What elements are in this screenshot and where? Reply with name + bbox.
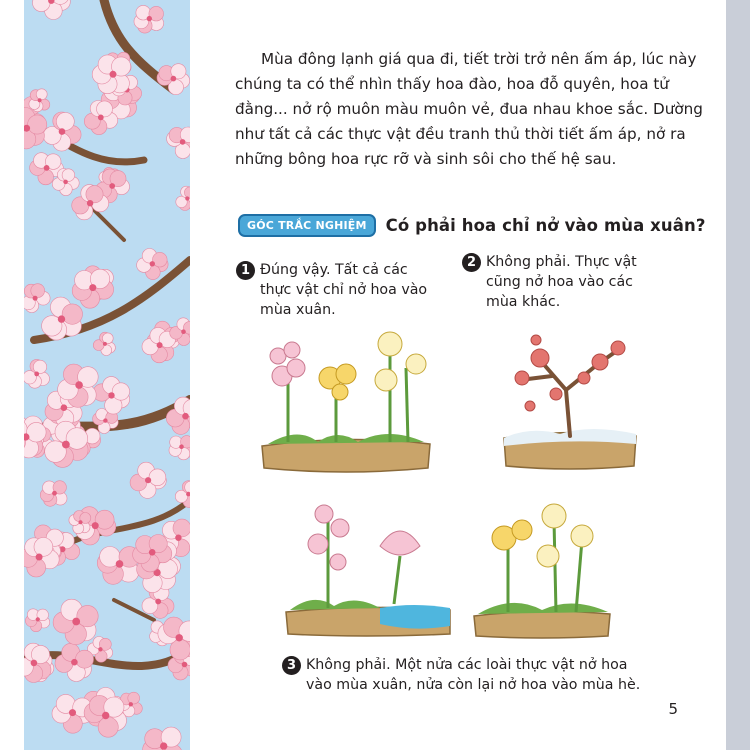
quiz-question: Có phải hoa chỉ nở vào mùa xuân? xyxy=(385,215,706,235)
answer-option-1 xyxy=(236,260,427,320)
winter-plum-illustration xyxy=(500,320,640,472)
blossom-flower xyxy=(24,359,50,388)
blossom-flower xyxy=(143,727,183,750)
yellow-flowers-illustration xyxy=(472,490,612,640)
answer-text-1: Đúng vậy. Tất cả các thực vật chỉ nở hoa vào mùa xuân. xyxy=(260,262,428,318)
blossom-flower xyxy=(157,64,190,95)
blossom-flower xyxy=(24,643,51,682)
blossom-flower xyxy=(53,599,98,645)
page-margin-left xyxy=(0,0,24,750)
quiz-header xyxy=(238,210,706,240)
answer-option-2 xyxy=(462,252,637,312)
blossom-flower xyxy=(134,5,164,33)
intro-paragraph: Mùa đông lạnh giá qua đi, tiết trời trở nên ấm áp, lúc này chúng ta có thể nhìn thấy hoa đào, hoa đỗ quyên, hoa tử đằng... nở rộ muôn màu muôn vẻ, đua nhau khoe sắc. Dường như tất cả các thực vật đều tranh thủ thời tiết ấm áp, nở ra những bông hoa rực rỡ và sinh sôi cho thế hệ sau. xyxy=(235,50,703,168)
blossom-flower xyxy=(72,269,113,308)
answer-number-2: 2 xyxy=(462,253,481,272)
blossom-flower xyxy=(93,377,130,415)
page-margin-right xyxy=(726,0,750,750)
cherry-blossom-illustration xyxy=(24,0,190,750)
answer-text-2: Không phải. Thực vật cũng nở hoa vào các mùa khác. xyxy=(486,254,637,310)
blossom-flower xyxy=(25,609,49,632)
blossom-flower xyxy=(176,186,190,210)
blossom-flower xyxy=(40,481,67,507)
quiz-badge: GÓC TRẮC NGHIỆM xyxy=(238,214,376,237)
blossom-flower xyxy=(93,332,115,355)
blossom-flower xyxy=(169,436,190,460)
cherry-blossom-panel xyxy=(24,0,190,750)
spring-flowers-illustration xyxy=(258,318,434,478)
blossom-flower xyxy=(69,511,91,534)
blossom-flower xyxy=(29,89,50,112)
text-page xyxy=(190,0,726,750)
blossom-flower xyxy=(24,284,50,313)
blossom-flower xyxy=(84,695,126,737)
summer-water-flowers-illustration xyxy=(284,486,452,638)
blossom-flower xyxy=(130,462,166,498)
answer-option-3 xyxy=(282,655,640,695)
blossom-flower xyxy=(33,0,71,20)
answer-text-3: Không phải. Một nửa các loài thực vật nở hoa vào mùa xuân, nửa còn lại nở hoa vào mùa hè. xyxy=(306,657,641,693)
blossom-flower xyxy=(158,617,190,660)
blossom-flower xyxy=(166,397,190,434)
blossom-flower xyxy=(92,55,130,94)
answer-number-1: 1 xyxy=(236,261,255,280)
blossom-flower xyxy=(137,249,169,280)
answer-number-3: 3 xyxy=(282,656,301,675)
blossom-flower xyxy=(167,127,190,159)
page-number: 5 xyxy=(668,700,678,718)
